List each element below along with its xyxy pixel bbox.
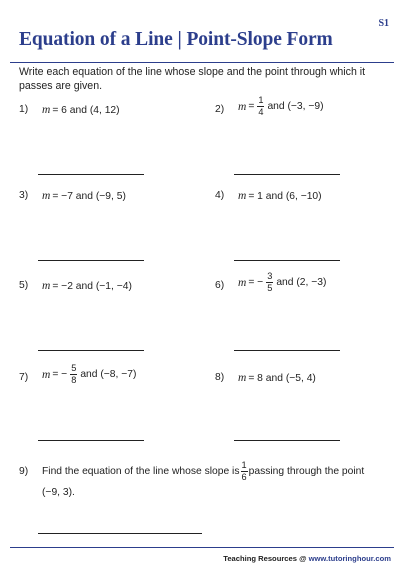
fraction-numerator: 5 bbox=[71, 363, 77, 373]
slope-fraction bbox=[257, 96, 264, 117]
answer-line-3[interactable] bbox=[38, 260, 144, 261]
fraction-denominator: 4 bbox=[258, 107, 264, 118]
slope-variable: m bbox=[42, 104, 51, 116]
slope-variable: m bbox=[42, 280, 51, 292]
problem-point: and (2, −3) bbox=[276, 277, 327, 289]
problem-number: 6) bbox=[215, 280, 225, 291]
problem-number: 5) bbox=[19, 280, 29, 291]
answer-line-1[interactable] bbox=[38, 174, 144, 175]
page-title: Equation of a Line | Point-Slope Form bbox=[19, 29, 333, 50]
problem-expression: = 6 and (4, 12) bbox=[52, 104, 120, 116]
answer-line-7[interactable] bbox=[38, 440, 144, 441]
problem-number: 4) bbox=[215, 190, 225, 201]
footer-divider bbox=[10, 547, 394, 548]
slope-variable: m bbox=[42, 190, 51, 202]
problem-number: 1) bbox=[19, 104, 29, 115]
fraction-numerator: 1 bbox=[241, 460, 247, 470]
slope-variable: m bbox=[238, 100, 247, 113]
problem-expression: = bbox=[248, 101, 255, 113]
problem-text-continued: passing through the point bbox=[248, 466, 365, 478]
slope-fraction bbox=[241, 461, 248, 482]
slope-fraction bbox=[70, 364, 77, 385]
footer-label: Teaching Resources @ bbox=[223, 554, 309, 563]
slope-variable: m bbox=[238, 276, 247, 289]
problem-number: 8) bbox=[215, 372, 225, 383]
fraction-denominator: 6 bbox=[241, 472, 247, 483]
problem-expression: = 8 and (−5, 4) bbox=[248, 372, 316, 384]
problem-expression: = −2 and (−1, −4) bbox=[52, 280, 132, 292]
problem-number: 7) bbox=[19, 372, 29, 383]
problem-point: (−9, 3). bbox=[42, 487, 75, 499]
slope-variable: m bbox=[238, 190, 247, 202]
worksheet-code: S1 bbox=[378, 18, 389, 29]
answer-line-5[interactable] bbox=[38, 350, 144, 351]
problem-expression: = −7 and (−9, 5) bbox=[52, 190, 126, 202]
footer bbox=[223, 554, 391, 563]
problem-expression: = − bbox=[248, 277, 264, 289]
problem-point: and (−3, −9) bbox=[267, 101, 324, 113]
fraction-denominator: 5 bbox=[267, 283, 273, 294]
fraction-numerator: 1 bbox=[258, 95, 264, 105]
problem-text: Find the equation of the line whose slope is bbox=[42, 466, 240, 478]
footer-link[interactable]: www.tutoringhour.com bbox=[308, 554, 391, 563]
answer-line-8[interactable] bbox=[234, 440, 340, 441]
instructions: Write each equation of the line whose slope and the point through which it passes are given. bbox=[19, 66, 366, 92]
fraction-denominator: 8 bbox=[71, 375, 77, 386]
answer-line-2[interactable] bbox=[234, 174, 340, 175]
problem-number: 2) bbox=[215, 104, 225, 115]
problem-number: 3) bbox=[19, 190, 29, 201]
title-divider bbox=[10, 62, 394, 63]
problem-point: and (−8, −7) bbox=[80, 369, 137, 381]
slope-variable: m bbox=[42, 368, 51, 381]
answer-line-4[interactable] bbox=[234, 260, 340, 261]
answer-line-6[interactable] bbox=[234, 350, 340, 351]
problem-expression: = − bbox=[52, 369, 68, 381]
fraction-numerator: 3 bbox=[267, 271, 273, 281]
slope-fraction bbox=[266, 272, 273, 293]
problem-9 bbox=[19, 461, 364, 499]
slope-variable: m bbox=[238, 372, 247, 384]
problem-number: 9) bbox=[19, 466, 29, 478]
problem-expression: = 1 and (6, −10) bbox=[248, 190, 322, 202]
answer-line-9[interactable] bbox=[38, 533, 202, 534]
